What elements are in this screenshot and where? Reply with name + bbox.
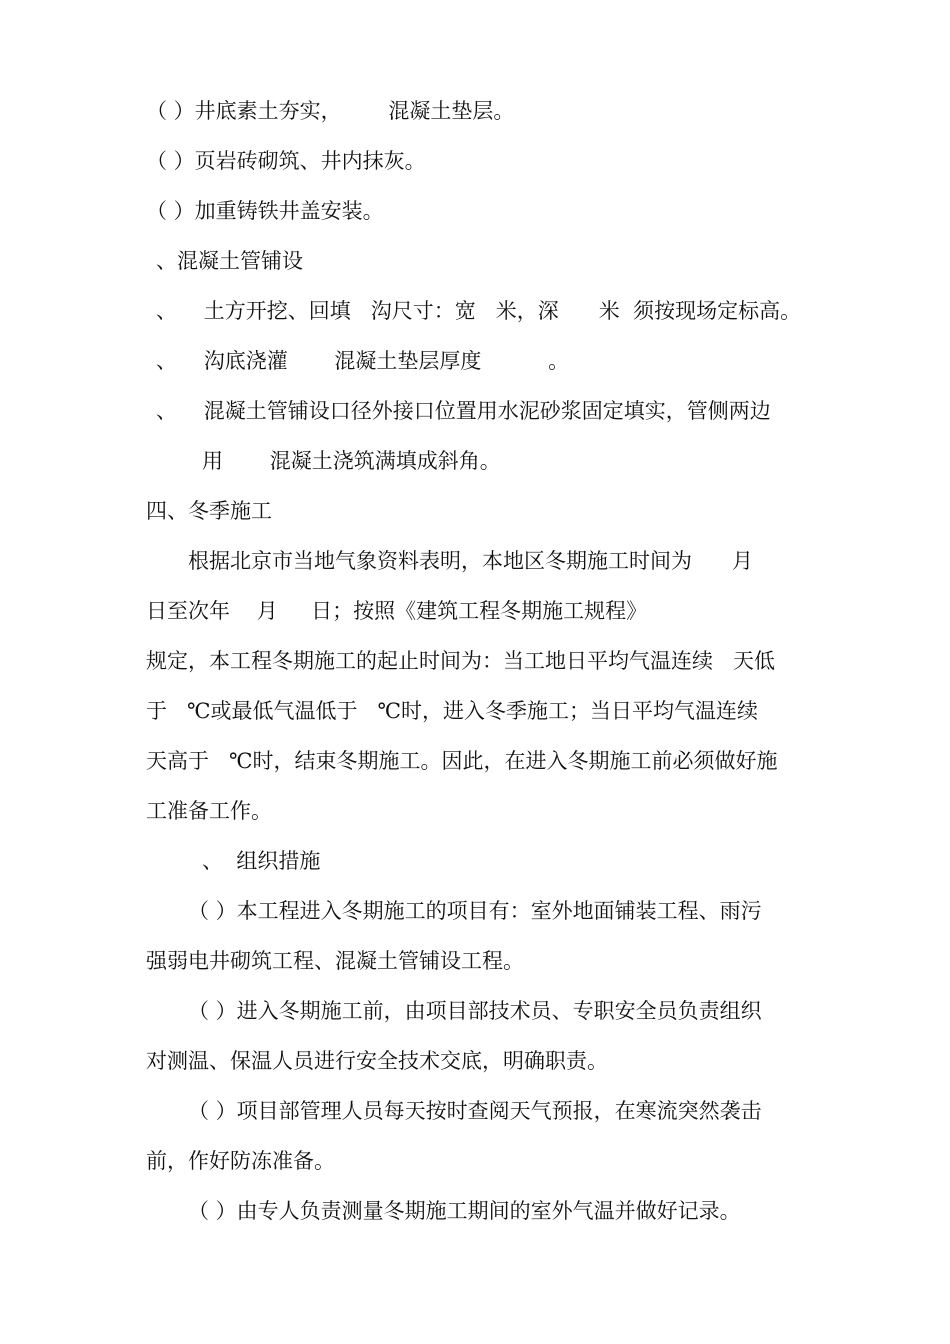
- text-line: （ ）项目部管理人员每天按时查阅天气预报，在寒流突然袭击: [188, 1099, 762, 1123]
- section-heading: 四、冬季施工: [146, 499, 272, 523]
- text-line: 于 ℃或最低气温低于 ℃时，进入冬季施工；当日平均气温连续: [146, 699, 759, 723]
- section-heading: 、混凝土管铺设: [156, 249, 303, 273]
- text-line: （ ）页岩砖砌筑、井内抹灰。: [146, 149, 426, 173]
- text-line: （ ）由专人负责测量冬期施工期间的室外气温并做好记录。: [188, 1199, 741, 1223]
- text-line: 、 沟底浇灌 混凝土垫层厚度 。: [156, 349, 570, 373]
- text-line: 强弱电井砌筑工程、混凝土管铺设工程。: [146, 949, 524, 973]
- text-line: （ ）井底素土夯实， 混凝土垫层。: [146, 99, 515, 123]
- section-heading: 、 组织措施: [202, 849, 321, 873]
- text-line: 前，作好防冻准备。: [146, 1149, 335, 1173]
- text-line: 、 土方开挖、回填 沟尺寸：宽 米，深 米 须按现场定标高。: [156, 299, 802, 323]
- text-line: 规定，本工程冬期施工的起止时间为：当工地日平均气温连续 天低: [146, 649, 776, 673]
- text-line: （ ）进入冬期施工前，由项目部技术员、专职安全员负责组织: [188, 999, 762, 1023]
- text-line: 根据北京市当地气象资料表明，本地区冬期施工时间为 月: [188, 549, 754, 573]
- text-line: 用 混凝土浇筑满填成斜角。: [202, 449, 501, 473]
- text-line: 日至次年 月 日；按照《建筑工程冬期施工规程》: [146, 599, 648, 623]
- text-line: 对测温、保温人员进行安全技术交底，明确职责。: [146, 1049, 608, 1073]
- text-line: 工准备工作。: [146, 799, 272, 823]
- text-line: （ ）加重铸铁井盖安装。: [146, 199, 384, 223]
- text-line: （ ）本工程进入冬期施工的项目有：室外地面铺装工程、雨污: [188, 899, 762, 923]
- text-line: 天高于 ℃时，结束冬期施工。因此，在进入冬期施工前必须做好施: [146, 749, 778, 773]
- text-line: 、 混凝土管铺设口径外接口位置用水泥砂浆固定填实，管侧两边: [156, 399, 771, 423]
